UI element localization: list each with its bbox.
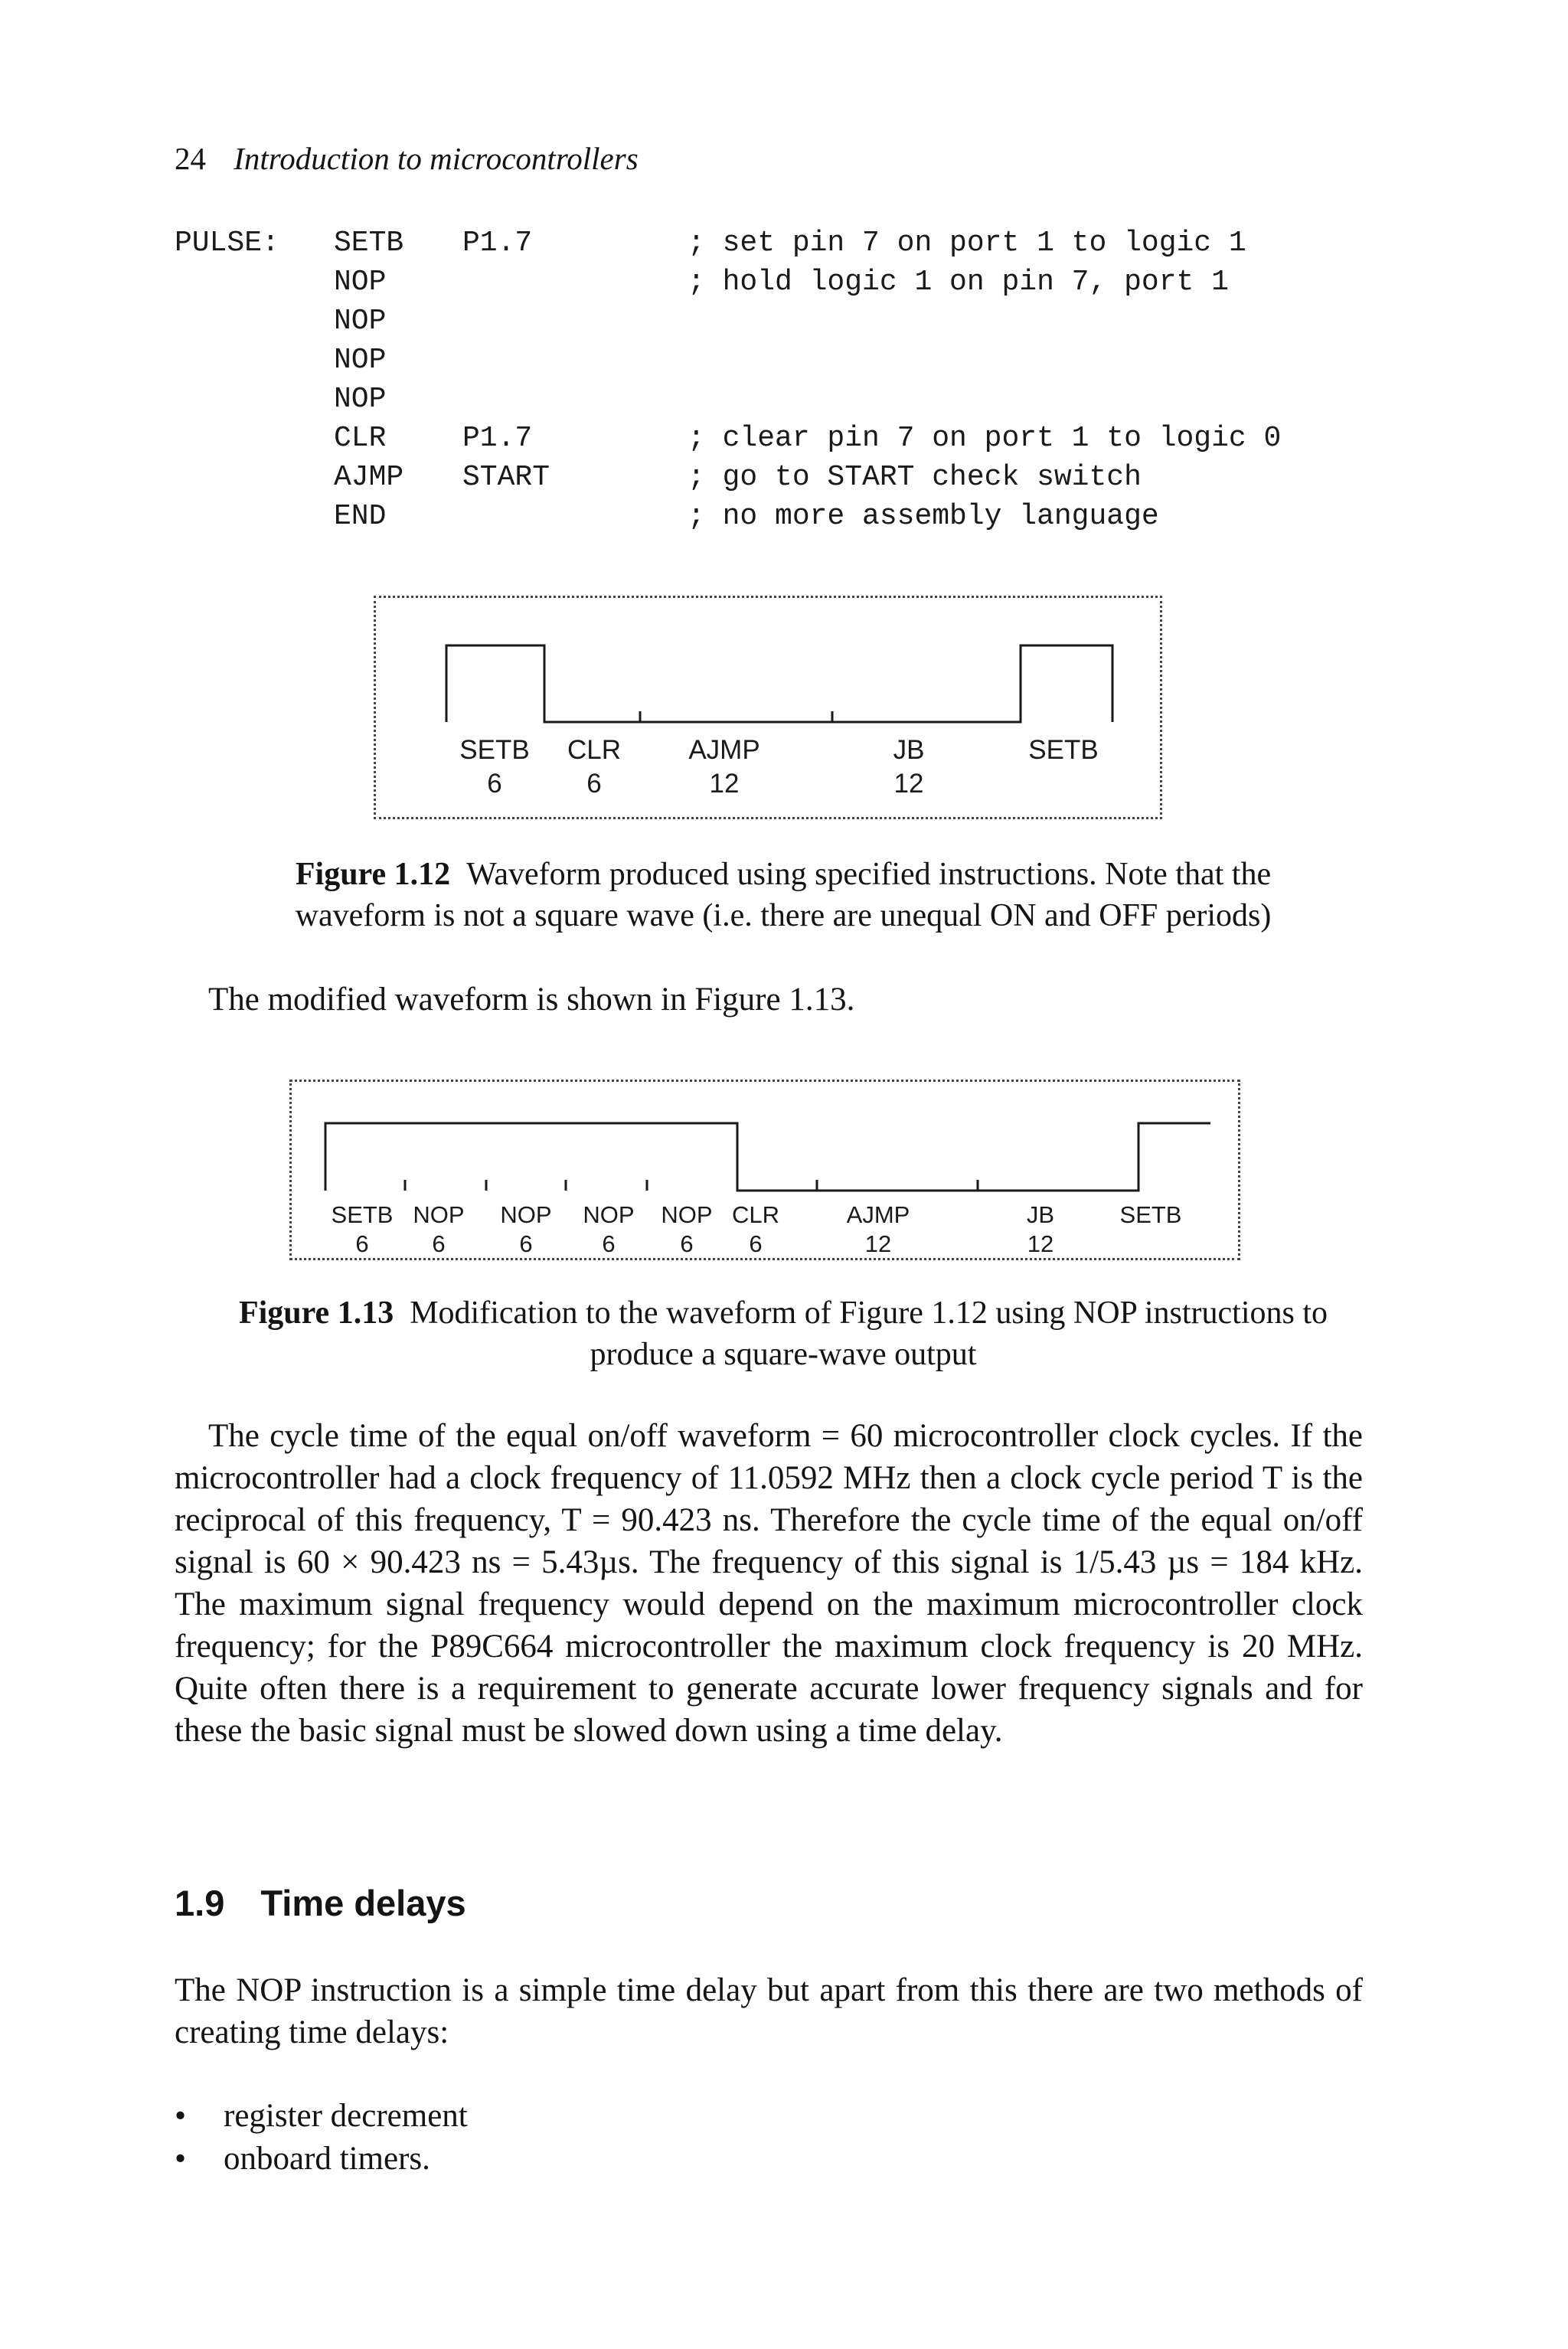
code-line (175, 305, 387, 344)
cycle-count: 6 (432, 1230, 446, 1257)
instruction-label: SETB (331, 1201, 394, 1228)
code-opcode: NOP (334, 305, 387, 338)
code-comment: ; set pin 7 on port 1 to logic 1 (688, 227, 1246, 260)
time-delay-methods-list (175, 2095, 468, 2181)
instruction-label: NOP (661, 1201, 713, 1228)
code-comment: ; no more assembly language (688, 500, 1159, 533)
code-opcode: AJMP (334, 461, 404, 494)
instruction-label: AJMP (688, 735, 760, 765)
code-operand: START (462, 461, 550, 494)
code-opcode: NOP (334, 383, 387, 416)
code-line (175, 500, 1159, 539)
instruction-label: JB (1026, 1201, 1055, 1228)
list-item (175, 2095, 468, 2138)
section-heading (175, 1882, 466, 1924)
instruction-label: NOP (500, 1201, 552, 1228)
instruction-label: SETB (1028, 735, 1099, 765)
cycle-count: 12 (864, 1230, 892, 1257)
caption-label: Figure 1.12 (295, 857, 451, 892)
cycle-count: 6 (519, 1230, 533, 1257)
assembly-code-listing (175, 227, 1282, 539)
instruction-label: CLR (567, 735, 622, 765)
code-comment: ; go to START check switch (688, 461, 1142, 494)
cycle-count: 12 (1027, 1230, 1054, 1257)
figure-1-12-caption (175, 854, 1392, 936)
code-line (175, 422, 1282, 461)
waveform-diagram (292, 1082, 1238, 1258)
bullet-icon: • (175, 2098, 187, 2134)
code-comment: ; hold logic 1 on pin 7, port 1 (688, 266, 1229, 299)
list-item-text: register decrement (224, 2098, 468, 2134)
waveform-diagram (376, 598, 1160, 817)
cycle-time-paragraph: The cycle time of the equal on/off waveform = 60 microcontroller clock cycles. If the microcontroller had a clock frequency of 11.0592 MHz then a clock cycle period T is the reciprocal of this frequency, T = 90.423 ns. Therefore the cycle time of the equal on/off signal is 60 × 90.423 ns = 5.43µs. The frequency of this signal is 1/5.43 µs = 184 kHz. The maximum signal frequency would depend on the maximum microcontroller clock frequency; for the P89C664 microcontroller the maximum clock frequency is 20 MHz. Quite often there is a requirement to generate accurate lower frequency signals and for these the basic signal must be slowed down using a time delay. (175, 1418, 1363, 1749)
code-comment: ; clear pin 7 on port 1 to logic 0 (688, 422, 1282, 455)
section-title: Time delays (260, 1883, 466, 1923)
instruction-label: JB (893, 735, 925, 765)
code-line (175, 344, 387, 383)
code-line (175, 461, 1142, 500)
caption-line: waveform is not a square wave (i.e. there are unequal ON and OFF periods) (295, 898, 1272, 933)
cycle-count: 6 (586, 769, 602, 799)
code-operand: P1.7 (462, 422, 533, 455)
code-opcode: NOP (334, 266, 387, 299)
caption-line: produce a square-wave output (590, 1337, 977, 1372)
waveform-trace (446, 645, 1112, 722)
figure-1-13-waveform (289, 1080, 1240, 1260)
instruction-label: SETB (1119, 1201, 1182, 1228)
caption-line (175, 854, 1392, 895)
page-number: 24 (175, 141, 206, 176)
caption-label: Figure 1.13 (238, 1295, 394, 1331)
code-operand: P1.7 (462, 227, 533, 260)
bullet-icon: • (175, 2141, 187, 2177)
list-item (175, 2138, 468, 2181)
instruction-label: SETB (459, 735, 530, 765)
cycle-count: 6 (355, 1230, 369, 1257)
caption-text: Waveform produced using specified instructions. Note that the (466, 857, 1272, 892)
figure-1-12-waveform (374, 596, 1162, 819)
code-opcode: END (334, 500, 387, 533)
code-line (175, 227, 1246, 266)
list-item-text: onboard timers. (224, 2141, 430, 2177)
caption-text: Modification to the waveform of Figure 1.12 using NOP instructions to (410, 1295, 1328, 1331)
cycle-count: 12 (709, 769, 740, 799)
code-label: PULSE: (175, 227, 279, 260)
figure-1-13-caption (175, 1292, 1392, 1375)
cycle-count: 12 (893, 769, 924, 799)
nop-paragraph: The NOP instruction is a simple time delay but apart from this there are two methods of creating time delays: (175, 1972, 1363, 2050)
code-opcode: CLR (334, 422, 387, 455)
instruction-label: AJMP (846, 1201, 910, 1228)
cycle-count: 6 (602, 1230, 616, 1257)
instruction-label: NOP (413, 1201, 465, 1228)
code-opcode: SETB (334, 227, 404, 260)
code-line (175, 266, 1229, 305)
waveform-trace (325, 1123, 1210, 1191)
running-head (175, 140, 639, 177)
cycle-count: 6 (749, 1230, 763, 1257)
caption-line (175, 1292, 1392, 1334)
section-number: 1.9 (175, 1883, 225, 1923)
modified-waveform-text: The modified waveform is shown in Figure 1.13. (208, 982, 855, 1018)
running-head-title: Introduction to microcontrollers (234, 141, 639, 176)
instruction-label: CLR (731, 1201, 780, 1228)
cycle-count: 6 (487, 769, 502, 799)
code-opcode: NOP (334, 344, 387, 377)
cycle-count: 6 (680, 1230, 694, 1257)
code-line (175, 383, 387, 422)
instruction-label: NOP (583, 1201, 635, 1228)
